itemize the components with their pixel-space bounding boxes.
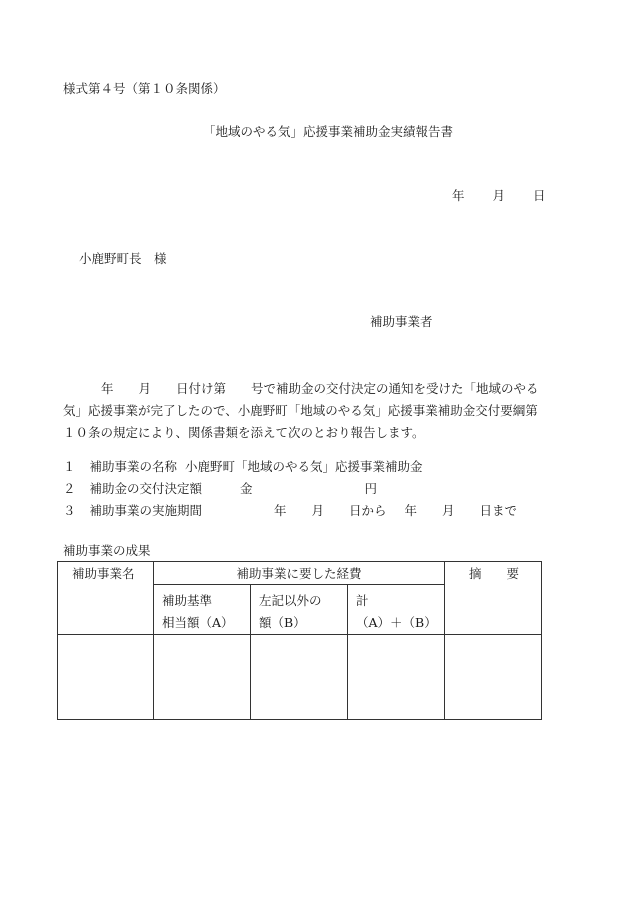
body-line-2: 気」応援事業が完了したので、小鹿野町「地域のやる気」応援事業補助金交付要綱第 xyxy=(63,403,538,418)
applicant-label: 補助事業者 xyxy=(370,314,433,329)
period-from: 年 月 日から xyxy=(274,503,387,518)
results-heading: 補助事業の成果 xyxy=(63,543,151,558)
subheader-b: 左記以外の 額（B） xyxy=(251,585,348,635)
period-to: 年 月 日まで xyxy=(404,503,518,518)
item-label: 補助事業の名称 xyxy=(89,459,178,474)
item-number: ２ xyxy=(63,481,76,496)
cell-remarks[interactable] xyxy=(445,635,542,720)
header-expense: 補助事業に要した経費 xyxy=(154,562,445,585)
subheader-total: 計 （A）＋（B） xyxy=(348,585,445,635)
amount-suffix: 円 xyxy=(364,481,378,496)
item-period xyxy=(63,505,517,518)
results-table xyxy=(57,561,542,720)
body-line-3: １０条の規定により、関係書類を添えて次のとおり報告します。 xyxy=(63,425,425,440)
subheader-a: 補助基準 相当額（A） xyxy=(154,585,251,635)
cell-project-name[interactable] xyxy=(58,635,154,720)
item-grant-amount xyxy=(63,483,377,496)
body-line-1: 年 月 日付け第 号で補助金の交付決定の通知を受けた「地域のやる xyxy=(101,381,539,396)
date-month: 月 xyxy=(492,188,506,203)
cell-amount-b[interactable] xyxy=(251,635,348,720)
item-number: １ xyxy=(63,459,76,474)
item-label: 補助事業の実施期間 xyxy=(89,503,203,518)
header-remarks: 摘 要 xyxy=(445,562,542,635)
item-value: 小鹿野町「地域のやる気」応援事業補助金 xyxy=(185,459,423,474)
item-number: ３ xyxy=(63,503,76,518)
item-label: 補助金の交付決定額 xyxy=(89,481,203,496)
form-number: 様式第４号（第１０条関係） xyxy=(63,81,226,96)
amount-prefix: 金 xyxy=(240,481,253,496)
date-line xyxy=(452,190,546,203)
body-paragraph xyxy=(63,378,563,444)
cell-amount-a[interactable] xyxy=(154,635,251,720)
cell-total[interactable] xyxy=(348,635,445,720)
item-project-name xyxy=(63,461,423,474)
date-year: 年 xyxy=(452,188,465,203)
header-project-name: 補助事業名 xyxy=(58,562,154,635)
document-title: 「地域のやる気」応援事業補助金実績報告書 xyxy=(203,124,454,139)
addressee: 小鹿野町長 様 xyxy=(79,251,167,266)
date-day: 日 xyxy=(533,188,546,203)
